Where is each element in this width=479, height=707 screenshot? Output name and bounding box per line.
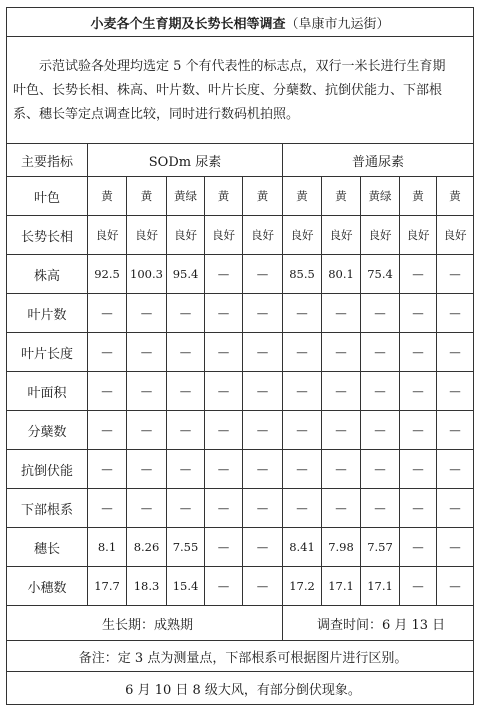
- table-cell: —: [88, 411, 127, 450]
- group-header-normal: 普通尿素: [283, 144, 474, 177]
- table-cell: —: [437, 294, 474, 333]
- title-text: 小麦各个生育期及长势长相等调查: [90, 16, 286, 32]
- table-cell: —: [400, 528, 437, 567]
- table-cell: 95.4: [167, 255, 205, 294]
- table-cell: 18.3: [127, 567, 167, 606]
- table-cell: —: [322, 372, 361, 411]
- table-cell: —: [88, 294, 127, 333]
- table-cell: —: [167, 411, 205, 450]
- header-row: [7, 144, 474, 177]
- table-cell: 良好: [167, 216, 205, 255]
- row-label: 株高: [7, 255, 88, 294]
- table-cell: —: [205, 567, 243, 606]
- growth-stage: 生长期：成熟期: [7, 606, 283, 641]
- row-label: 叶面积: [7, 372, 88, 411]
- table-cell: —: [437, 372, 474, 411]
- table-cell: —: [322, 411, 361, 450]
- table-cell: —: [437, 528, 474, 567]
- row-label: 叶片长度: [7, 333, 88, 372]
- table-cell: —: [400, 372, 437, 411]
- table-cell: —: [243, 372, 283, 411]
- table-cell: —: [205, 255, 243, 294]
- table-cell: —: [322, 333, 361, 372]
- survey-time: 调查时间：6 月 13 日: [283, 606, 474, 641]
- table-cell: 良好: [127, 216, 167, 255]
- table-row: [7, 450, 474, 489]
- table-cell: —: [400, 450, 437, 489]
- survey-table: [6, 7, 474, 705]
- table-cell: 92.5: [88, 255, 127, 294]
- table-row: [7, 528, 474, 567]
- remark: 备注：定 3 点为测量点，下部根系可根据图片进行区别。: [7, 641, 474, 672]
- intro-line: 系、穗长等定点调查比较，同时进行数码机拍照。: [13, 107, 300, 122]
- table-cell: —: [361, 489, 400, 528]
- table-cell: —: [283, 294, 322, 333]
- table-cell: —: [167, 489, 205, 528]
- table-cell: —: [437, 255, 474, 294]
- table-cell: —: [400, 567, 437, 606]
- table-cell: —: [127, 411, 167, 450]
- table-cell: —: [283, 450, 322, 489]
- table-cell: —: [437, 411, 474, 450]
- table-cell: —: [437, 567, 474, 606]
- note-row-2: [7, 672, 474, 705]
- table-cell: —: [205, 489, 243, 528]
- table-cell: —: [400, 411, 437, 450]
- table-cell: —: [361, 294, 400, 333]
- table-cell: 100.3: [127, 255, 167, 294]
- table-cell: 17.1: [322, 567, 361, 606]
- table-cell: —: [243, 255, 283, 294]
- table-cell: 良好: [322, 216, 361, 255]
- table-cell: —: [127, 333, 167, 372]
- table-cell: —: [243, 489, 283, 528]
- table-row: [7, 567, 474, 606]
- table-cell: 黄: [437, 177, 474, 216]
- row-label: 下部根系: [7, 489, 88, 528]
- table-cell: —: [283, 372, 322, 411]
- row-label: 分蘖数: [7, 411, 88, 450]
- row-label: 小穗数: [7, 567, 88, 606]
- table-cell: —: [167, 372, 205, 411]
- data-rows: [7, 177, 474, 606]
- table-cell: 17.7: [88, 567, 127, 606]
- table-cell: —: [88, 333, 127, 372]
- table-cell: —: [361, 372, 400, 411]
- indicator-header: 主要指标: [7, 144, 88, 177]
- note-row: [7, 641, 474, 672]
- table-cell: —: [205, 372, 243, 411]
- table-cell: —: [322, 489, 361, 528]
- table-cell: 良好: [400, 216, 437, 255]
- table-cell: 黄: [127, 177, 167, 216]
- table-cell: 黄: [88, 177, 127, 216]
- row-label: 叶片数: [7, 294, 88, 333]
- table-cell: 黄: [243, 177, 283, 216]
- table-cell: —: [361, 411, 400, 450]
- row-label: 叶色: [7, 177, 88, 216]
- table-row: [7, 294, 474, 333]
- table-cell: —: [361, 450, 400, 489]
- table-cell: —: [127, 450, 167, 489]
- table-cell: 良好: [361, 216, 400, 255]
- table-cell: 良好: [243, 216, 283, 255]
- table-cell: —: [88, 489, 127, 528]
- row-label: 抗倒伏能: [7, 450, 88, 489]
- table-cell: —: [127, 372, 167, 411]
- table-cell: 良好: [283, 216, 322, 255]
- table-cell: —: [243, 411, 283, 450]
- footer-row: [7, 606, 474, 641]
- table-row: [7, 177, 474, 216]
- table-cell: 8.26: [127, 528, 167, 567]
- table-cell: —: [283, 411, 322, 450]
- table-cell: —: [400, 489, 437, 528]
- table-row: [7, 489, 474, 528]
- table-cell: 15.4: [167, 567, 205, 606]
- row-label: 穗长: [7, 528, 88, 567]
- table-cell: —: [205, 528, 243, 567]
- table-cell: —: [243, 567, 283, 606]
- table-title: [7, 8, 474, 37]
- table-cell: 黄绿: [167, 177, 205, 216]
- table-cell: —: [205, 450, 243, 489]
- intro-line: 叶色、长势长相、株高、叶片数、叶片长度、分蘖数、抗倒伏能力、下部根: [13, 83, 443, 98]
- table-cell: 黄: [322, 177, 361, 216]
- table-cell: —: [437, 450, 474, 489]
- table-cell: 黄绿: [361, 177, 400, 216]
- table-cell: —: [283, 489, 322, 528]
- table-cell: 良好: [205, 216, 243, 255]
- table-cell: 黄: [400, 177, 437, 216]
- table-cell: 良好: [437, 216, 474, 255]
- table-cell: 8.1: [88, 528, 127, 567]
- table-cell: —: [400, 255, 437, 294]
- table-cell: 85.5: [283, 255, 322, 294]
- table-cell: —: [127, 294, 167, 333]
- table-cell: —: [167, 294, 205, 333]
- table-cell: —: [243, 333, 283, 372]
- table-cell: —: [400, 294, 437, 333]
- table-cell: —: [400, 333, 437, 372]
- table-cell: —: [88, 450, 127, 489]
- table-row: [7, 372, 474, 411]
- table-cell: —: [205, 333, 243, 372]
- table-cell: —: [361, 333, 400, 372]
- table-cell: —: [437, 333, 474, 372]
- table-cell: —: [243, 294, 283, 333]
- table-cell: —: [167, 333, 205, 372]
- row-label: 长势长相: [7, 216, 88, 255]
- table-row: [7, 216, 474, 255]
- table-cell: 7.98: [322, 528, 361, 567]
- title-location: （阜康市九运街）: [285, 16, 390, 32]
- group-header-sodm: SODm 尿素: [88, 144, 283, 177]
- table-cell: —: [243, 528, 283, 567]
- table-cell: —: [322, 294, 361, 333]
- table-cell: —: [243, 450, 283, 489]
- table-cell: —: [322, 450, 361, 489]
- table-cell: 75.4: [361, 255, 400, 294]
- table-cell: 17.2: [283, 567, 322, 606]
- table-cell: —: [205, 411, 243, 450]
- table-cell: —: [205, 294, 243, 333]
- table-cell: —: [437, 489, 474, 528]
- table-cell: 黄: [205, 177, 243, 216]
- table-cell: —: [167, 450, 205, 489]
- table-cell: —: [127, 489, 167, 528]
- table-cell: —: [283, 333, 322, 372]
- table-row: [7, 255, 474, 294]
- table-cell: 8.41: [283, 528, 322, 567]
- intro-line: 示范试验各处理均选定 5 个有代表性的标志点，双行一米长进行生育期: [13, 59, 446, 74]
- remark-weather: 6 月 10 日 8 级大风，有部分倒伏现象。: [7, 672, 474, 705]
- table-cell: 黄: [283, 177, 322, 216]
- table-cell: 7.57: [361, 528, 400, 567]
- table-cell: —: [88, 372, 127, 411]
- table-cell: 良好: [88, 216, 127, 255]
- table-cell: 7.55: [167, 528, 205, 567]
- intro-paragraph: [7, 37, 474, 144]
- table-row: [7, 333, 474, 372]
- table-cell: 17.1: [361, 567, 400, 606]
- table-row: [7, 411, 474, 450]
- table-cell: 80.1: [322, 255, 361, 294]
